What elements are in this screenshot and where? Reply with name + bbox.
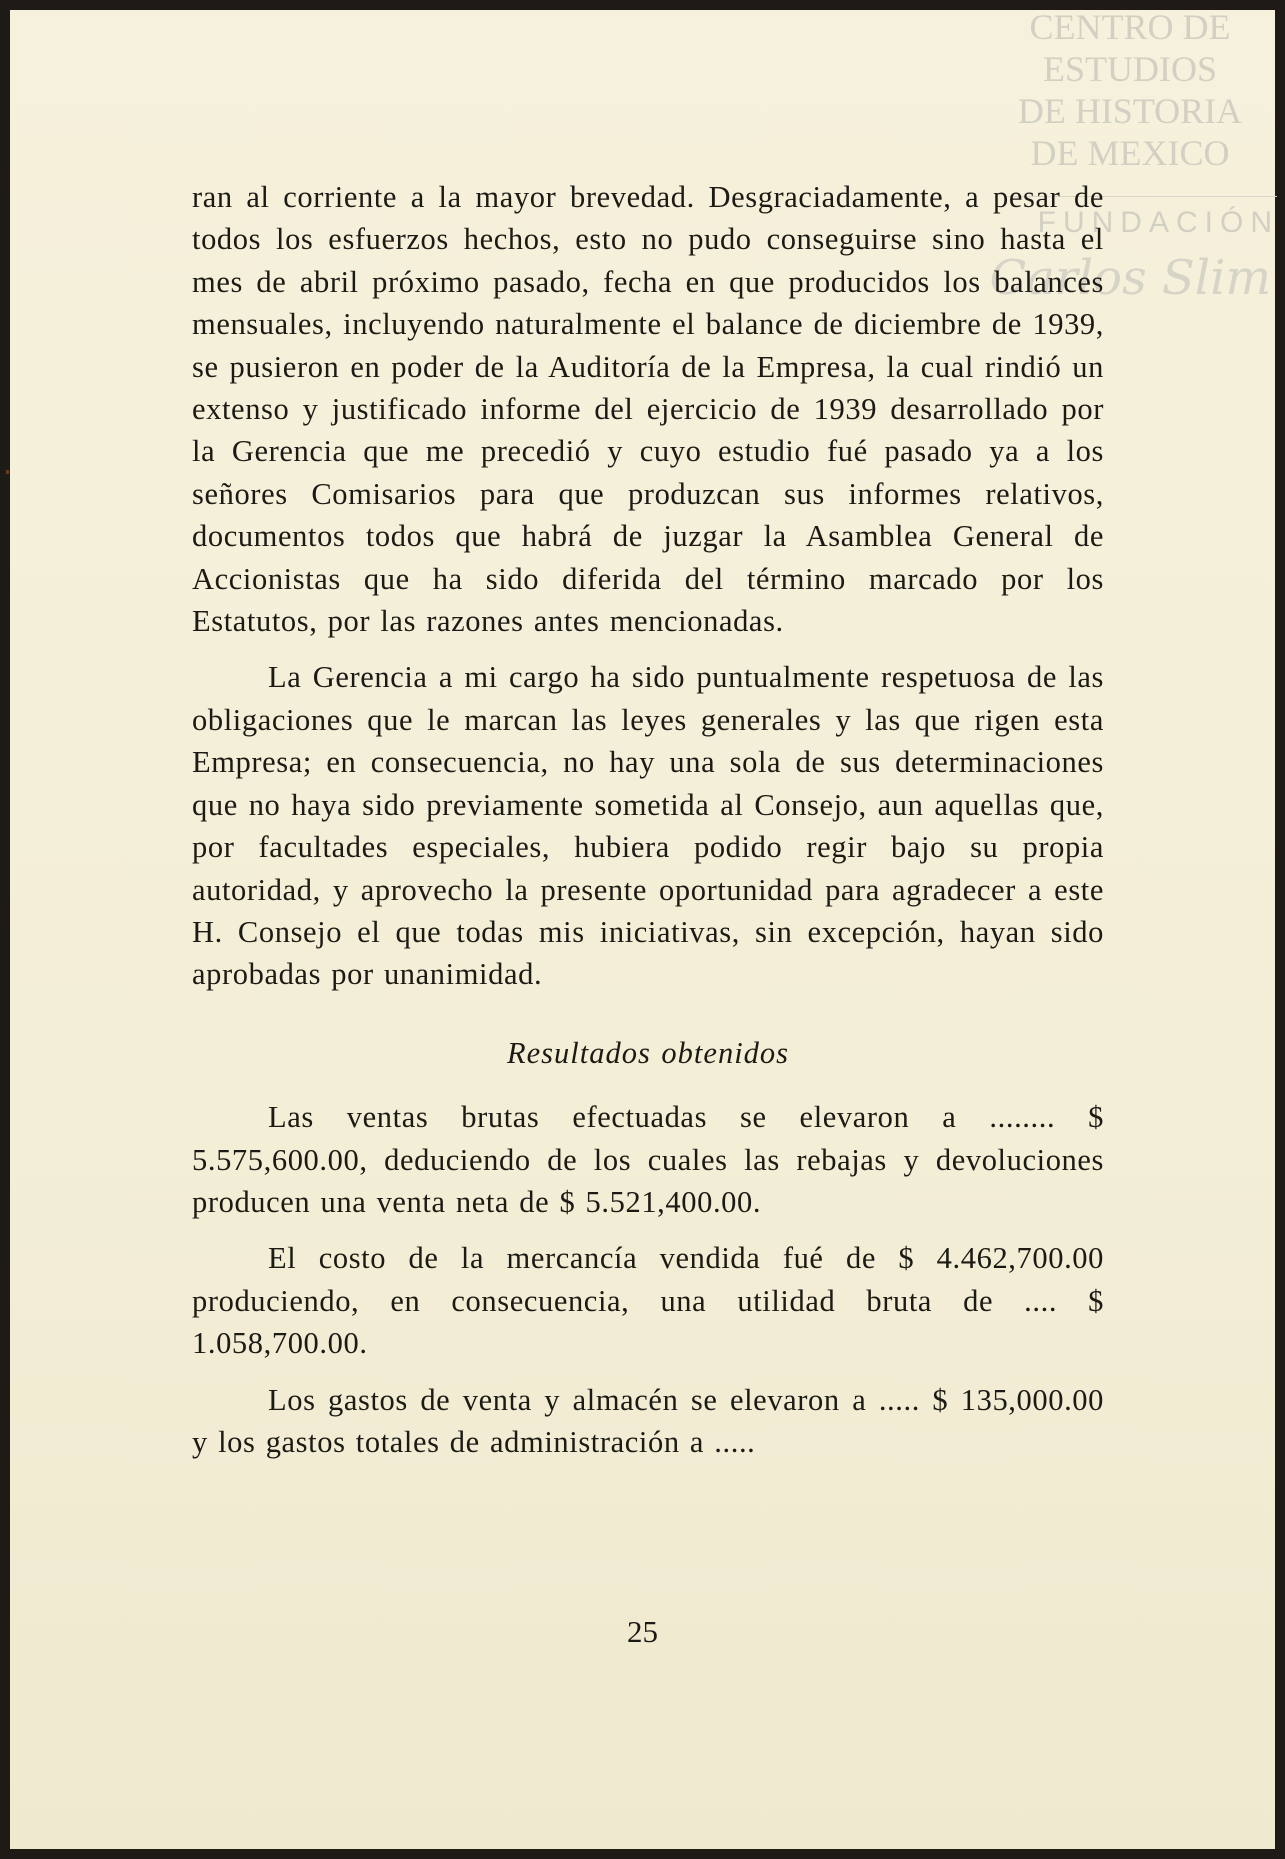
edge-mark bbox=[6, 470, 9, 474]
page-number: 25 bbox=[627, 1614, 658, 1649]
body-paragraph-2: La Gerencia a mi cargo ha sido puntualmente respetuosa de las obligaciones que le marcan las leyes generales y las que rigen esta Empresa; en consecuencia, no hay una sola de sus determinaciones que no haya sido previamente sometida al Consejo, aun aquellas que, por facultades especiales, hubiera podido regir bajo su propia autoridad, y aprovecho la presente oportunidad para agradecer a este H. Consejo el que todas mis iniciativas, sin excepción, hayan sido aprobadas por unanimidad. bbox=[192, 660, 1104, 992]
body-paragraph-3: Las ventas brutas efectuadas se elevaron a ........ $ 5.575,600.00, deduciendo de los cuales las rebajas y devoluciones producen una venta neta de $ 5.521,400.00. bbox=[192, 1100, 1104, 1219]
section-heading: Resultados obtenidos bbox=[506, 1035, 790, 1070]
watermark-line-4: DE MEXICO bbox=[1030, 133, 1230, 173]
archive-watermark bbox=[1005, 6, 1255, 174]
body-paragraph-4: El costo de la mercancía vendida fué de $ 4.462,700.00 produciendo, en consecuencia, una utilidad bruta de .... $ 1.058,700.00. bbox=[192, 1241, 1104, 1361]
body-paragraph-5: Los gastos de venta y almacén se elevaron a ..... $ 135,000.00 y los gastos totales de administración a ..... bbox=[192, 1382, 1104, 1459]
watermark-line-1: CENTRO DE bbox=[1029, 7, 1231, 47]
watermark-line-2: ESTUDIOS bbox=[1042, 49, 1217, 89]
body-paragraph-1: ran al corriente a la mayor brevedad. Desgraciadamente, a pesar de todos los esfuerzos hechos, esto no pudo conseguirse sino hasta el mes de abril próximo pasado, fecha en que producidos los balances mensuales, incluyendo naturalmente el balance de diciembre de 1939, se pusieron en poder de la Auditoría de la Empresa, la cual rindió un extenso y justificado informe del ejercicio de 1939 desarrollado por la Gerencia que me precedió y cuyo estudio fué pasado ya a los señores Comisarios para que produzcan sus informes relativos, documentos todos que habrá de juzgar la Asamblea General de Accionistas que ha sido diferida del término marcado por los Estatutos, por las razones antes mencionadas. bbox=[192, 180, 1104, 639]
watermark-line-3: DE HISTORIA bbox=[1017, 91, 1243, 131]
watermark-foundation: FUNDACIÓN bbox=[1037, 206, 1279, 239]
watermark-signature: Carlos Slim bbox=[989, 250, 1271, 306]
document-body bbox=[192, 176, 1104, 1463]
